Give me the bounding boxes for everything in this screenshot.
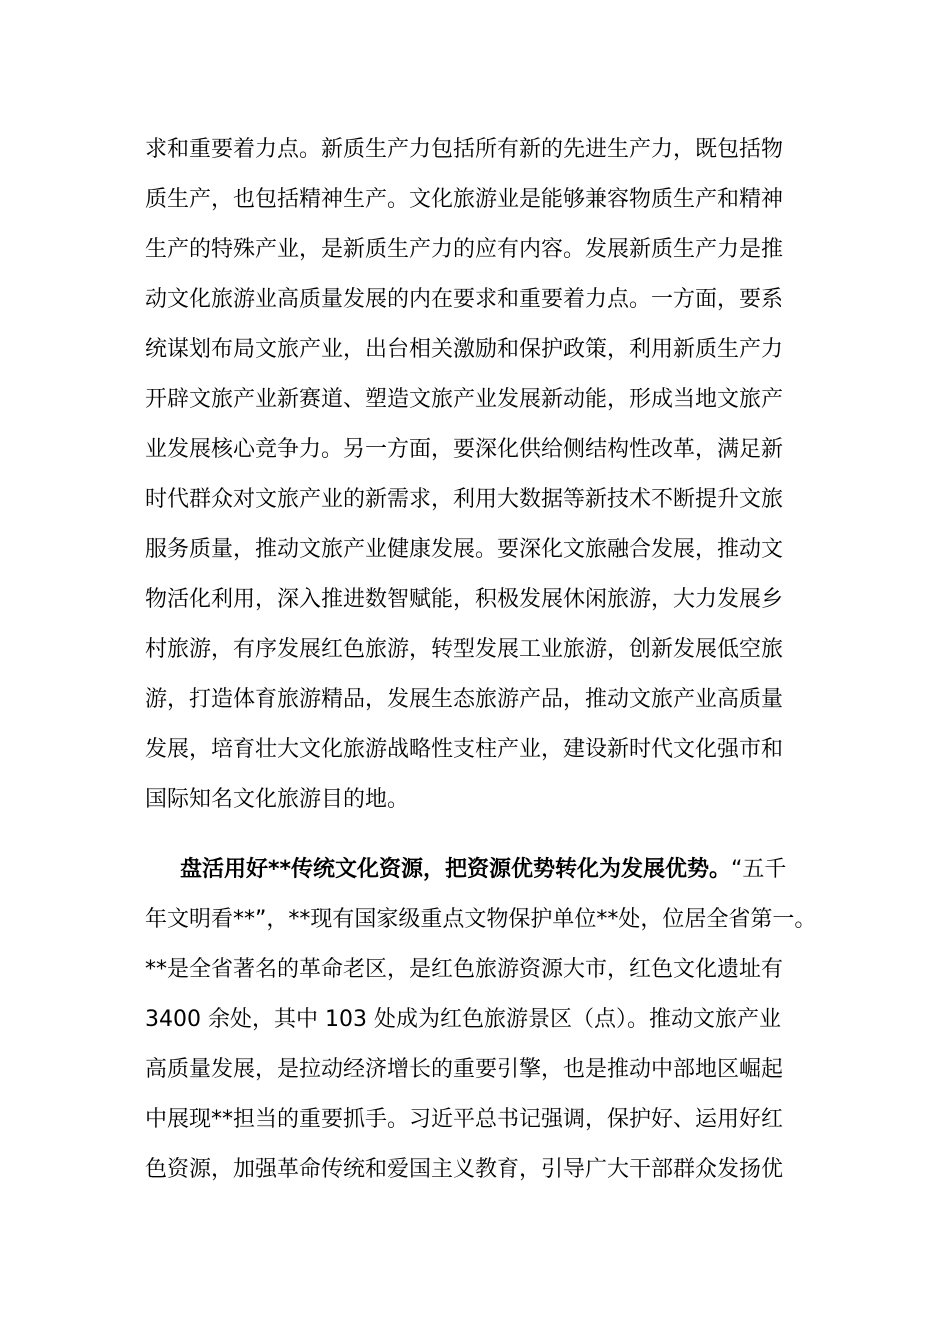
text-line: 年文明看**”，**现有国家级重点文物保护单位**处，位居全省第一。 <box>145 907 817 932</box>
text-fragment: “五千 <box>731 857 787 882</box>
text-line: 游，打造体育旅游精品，发展生态旅游产品，推动文旅产业高质量 <box>145 687 784 712</box>
text-line: 服务质量，推动文旅产业健康发展。要深化文旅融合发展，推动文 <box>145 537 784 562</box>
text-line: 色资源，加强革命传统和爱国主义教育，引导广大干部群众发扬优 <box>145 1157 784 1182</box>
paragraph-heading: 盘活用好**传统文化资源，把资源优势转化为发展优势。 <box>180 857 732 882</box>
text-line: 业发展核心竞争力。另一方面，要深化供给侧结构性改革，满足新 <box>145 437 784 462</box>
text-line: 时代群众对文旅产业的新需求，利用大数据等新技术不断提升文旅 <box>145 487 784 512</box>
text-line: 统谋划布局文旅产业，出台相关激励和保护政策，利用新质生产力 <box>145 337 784 362</box>
text-line: 质生产，也包括精神生产。文化旅游业是能够兼容物质生产和精神 <box>145 187 784 212</box>
text-line: 高质量发展，是拉动经济增长的重要引擎，也是推动中部地区崛起 <box>145 1057 784 1082</box>
text-line: **是全省著名的革命老区，是红色旅游资源大市，红色文化遗址有 <box>145 957 784 982</box>
text-line: 中展现**担当的重要抓手。习近平总书记强调，保护好、运用好红 <box>145 1107 784 1132</box>
text-line: 开辟文旅产业新赛道、塑造文旅产业发展新动能，形成当地文旅产 <box>145 387 784 412</box>
text-line: 生产的特殊产业，是新质生产力的应有内容。发展新质生产力是推 <box>145 237 784 262</box>
text-line: 3400 余处，其中 103 处成为红色旅游景区（点）。推动文旅产业 <box>145 1007 781 1032</box>
text-line: 发展，培育壮大文化旅游战略性支柱产业，建设新时代文化强市和 <box>145 737 784 762</box>
text-line: 国际知名文化旅游目的地。 <box>145 787 410 812</box>
text-line: 物活化利用，深入推进数智赋能，积极发展休闲旅游，大力发展乡 <box>145 587 784 612</box>
text-line: 村旅游，有序发展红色旅游，转型发展工业旅游，创新发展低空旅 <box>145 637 784 662</box>
text-line: 动文化旅游业高质量发展的内在要求和重要着力点。一方面，要系 <box>145 287 784 312</box>
text-line: 求和重要着力点。新质生产力包括所有新的先进生产力，既包括物 <box>145 137 784 162</box>
paragraph-heading-line <box>180 855 786 885</box>
